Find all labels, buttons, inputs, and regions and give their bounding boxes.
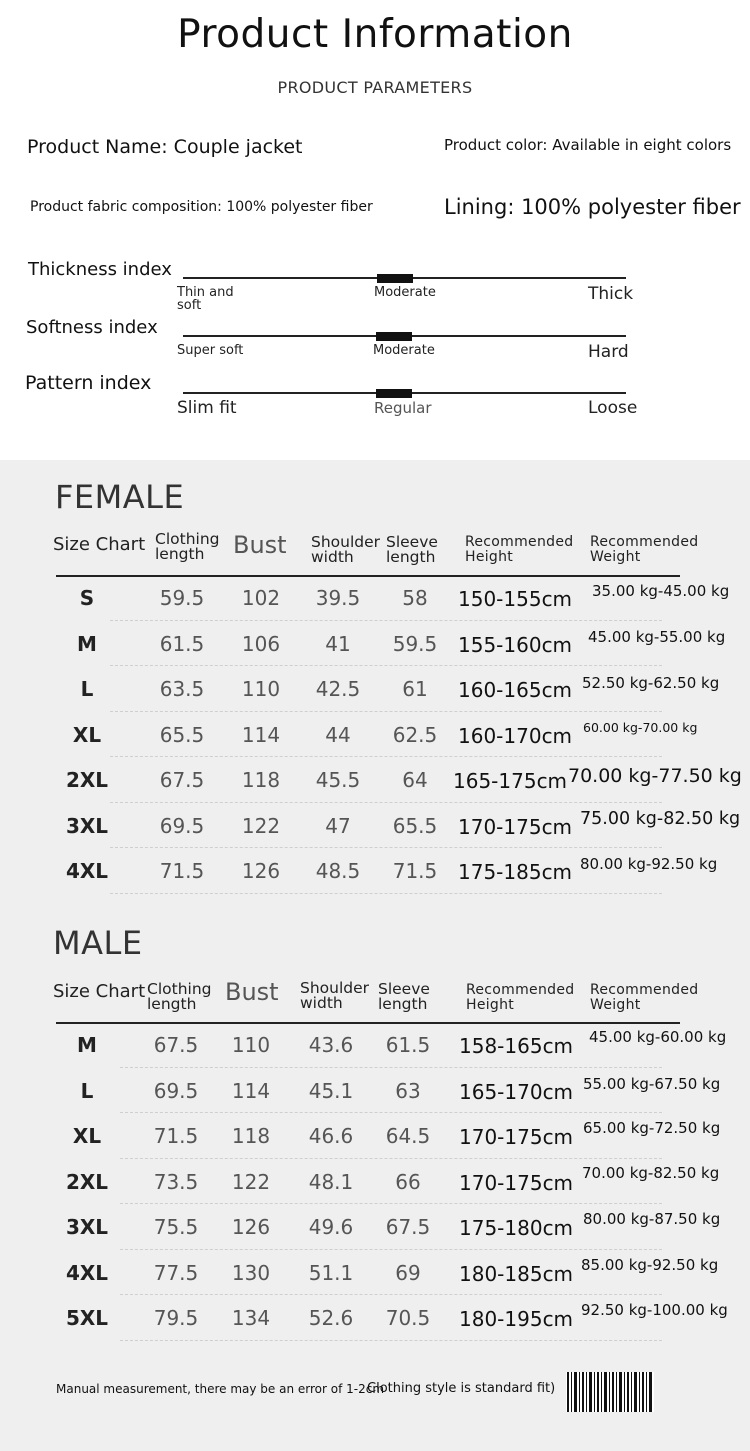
female-row-divider	[110, 893, 662, 894]
male-title: MALE	[53, 924, 143, 962]
product-lining: Lining: 100% polyester fiber	[444, 195, 741, 219]
female-row-shoulder: 41	[325, 631, 351, 656]
male-row-weight: 92.50 kg-100.00 kg	[581, 1301, 728, 1319]
female-row-sleeve: 58	[402, 586, 428, 610]
female-row-weight: 70.00 kg-77.50 kg	[568, 765, 742, 787]
male-row-height: 170-175cm	[459, 1170, 574, 1195]
softness-right-label: Hard	[588, 342, 629, 362]
female-header-size: Size Chart	[53, 534, 146, 555]
female-row-weight: 75.00 kg-82.50 kg	[580, 808, 741, 829]
softness-marker	[376, 332, 412, 341]
male-row-sleeve: 66	[395, 1169, 421, 1194]
female-row-bust: 102	[241, 586, 281, 610]
male-row-height: 175-180cm	[459, 1216, 574, 1240]
male-row-size: 3XL	[65, 1215, 109, 1239]
female-row-height: 175-185cm	[458, 860, 573, 884]
female-row-sleeve: 59.5	[392, 631, 438, 656]
page-subtitle: PRODUCT PARAMETERS	[277, 78, 473, 97]
female-title: FEMALE	[55, 478, 185, 516]
male-row-shoulder: 51.1	[308, 1260, 354, 1285]
measurement-note: Manual measurement, there may be an error of 1-2cm	[56, 1382, 385, 1396]
softness-index-label: Softness index	[26, 317, 158, 338]
female-row-height: 150-155cm	[458, 587, 573, 611]
female-row-divider	[110, 847, 662, 848]
softness-mid-label: Moderate	[373, 343, 435, 358]
female-row-size: 4XL	[65, 859, 109, 883]
thickness-right-label: Thick	[588, 284, 634, 304]
female-row-bust: 118	[241, 768, 281, 792]
male-row-size: M	[77, 1033, 97, 1057]
male-row-divider	[120, 1158, 662, 1159]
female-row-bust: 114	[241, 722, 281, 747]
pattern-index-label: Pattern index	[25, 372, 152, 394]
female-row-height: 160-165cm	[458, 678, 573, 702]
female-row-bust: 126	[241, 859, 281, 883]
female-row-divider	[110, 620, 662, 621]
male-row-sleeve: 61.5	[385, 1033, 431, 1057]
female-row-weight: 60.00 kg-70.00 kg	[583, 719, 698, 735]
softness-left-label: Super soft	[177, 343, 244, 358]
male-row-sleeve: 70.5	[385, 1306, 431, 1330]
female-row-size: XL	[72, 722, 102, 747]
male-row-size: 2XL	[65, 1169, 109, 1194]
male-row-shoulder: 45.1	[308, 1078, 354, 1103]
male-row-size: 5XL	[65, 1306, 109, 1330]
female-row-divider	[110, 665, 662, 666]
male-row-weight: 80.00 kg-87.50 kg	[583, 1210, 721, 1228]
male-row-shoulder: 49.6	[308, 1215, 354, 1239]
female-row-length: 59.5	[159, 586, 205, 610]
female-row-length: 67.5	[159, 768, 205, 792]
male-row-divider	[120, 1112, 662, 1113]
female-row-weight: 45.00 kg-55.00 kg	[588, 627, 726, 646]
male-row-size: 4XL	[65, 1260, 109, 1285]
thickness-index-label: Thickness index	[28, 259, 172, 280]
female-header-bust: Bust	[233, 531, 287, 559]
female-row-height: 160-170cm	[458, 723, 573, 748]
female-header-length: Clothing length	[155, 530, 220, 563]
female-row-sleeve: 65.5	[392, 813, 438, 838]
female-row-sleeve: 62.5	[392, 722, 438, 747]
female-row-divider	[110, 756, 662, 757]
female-header-rule	[56, 575, 680, 577]
male-row-bust: 122	[231, 1169, 271, 1194]
male-row-divider	[120, 1203, 662, 1204]
female-row-length: 69.5	[159, 813, 205, 838]
female-row-sleeve: 61	[402, 677, 428, 701]
female-row-height: 155-160cm	[458, 632, 573, 657]
male-header-rule	[56, 1022, 680, 1024]
thickness-mid-label: Moderate	[374, 285, 436, 300]
female-row-shoulder: 45.5	[315, 768, 361, 792]
male-row-bust: 110	[231, 1033, 271, 1057]
female-row-size: 3XL	[65, 813, 109, 838]
male-row-weight: 65.00 kg-72.50 kg	[583, 1119, 721, 1137]
female-row-height: 165-175cm	[453, 769, 568, 793]
thickness-left-label: Thin and soft	[177, 285, 234, 313]
female-header-shoulder: Shoulder width	[311, 533, 381, 566]
male-header-weight: Recommended Weight	[590, 982, 699, 1013]
female-header-sleeve: Sleeve length	[386, 533, 438, 566]
female-row-shoulder: 48.5	[315, 859, 361, 883]
female-header-height: Recommended Height	[465, 534, 574, 565]
male-row-weight: 70.00 kg-82.50 kg	[582, 1163, 720, 1182]
male-row-bust: 114	[231, 1078, 271, 1103]
male-header-height: Recommended Height	[466, 982, 575, 1013]
female-row-weight: 80.00 kg-92.50 kg	[580, 855, 718, 873]
thickness-marker	[377, 274, 413, 283]
pattern-marker	[376, 389, 412, 398]
male-row-sleeve: 63	[395, 1078, 421, 1103]
female-row-weight: 35.00 kg-45.00 kg	[592, 582, 730, 600]
male-row-height: 180-195cm	[459, 1307, 574, 1331]
pattern-right-label: Loose	[588, 398, 638, 418]
male-row-height: 180-185cm	[459, 1261, 574, 1286]
female-row-height: 170-175cm	[458, 814, 573, 839]
product-fabric: Product fabric composition: 100% polyester fiber	[30, 199, 373, 215]
male-header-bust: Bust	[225, 978, 279, 1006]
female-row-length: 65.5	[159, 722, 205, 747]
male-row-weight: 45.00 kg-60.00 kg	[589, 1028, 727, 1046]
male-row-size: XL	[72, 1124, 102, 1148]
female-header-weight: Recommended Weight	[590, 534, 699, 565]
pattern-mid-label: Regular	[374, 399, 432, 417]
female-row-shoulder: 42.5	[315, 677, 361, 701]
male-row-length: 77.5	[153, 1260, 199, 1285]
male-row-bust: 126	[231, 1215, 271, 1239]
male-row-sleeve: 64.5	[385, 1124, 431, 1148]
male-row-height: 158-165cm	[459, 1034, 574, 1058]
male-row-divider	[120, 1294, 662, 1295]
barcode-icon	[566, 1372, 654, 1412]
product-color: Product color: Available in eight colors	[444, 136, 732, 154]
male-row-weight: 85.00 kg-92.50 kg	[581, 1255, 719, 1274]
female-row-size: M	[77, 631, 97, 656]
male-row-shoulder: 43.6	[308, 1033, 354, 1057]
male-row-length: 71.5	[153, 1124, 199, 1148]
female-row-divider	[110, 802, 662, 803]
page-title: Product Information	[177, 12, 573, 57]
female-row-shoulder: 44	[325, 722, 351, 747]
female-row-bust: 106	[241, 631, 281, 656]
female-row-sleeve: 64	[402, 768, 428, 792]
male-row-height: 165-170cm	[459, 1079, 574, 1104]
male-header-size: Size Chart	[53, 981, 146, 1002]
male-row-height: 170-175cm	[459, 1125, 574, 1149]
male-row-divider	[120, 1249, 662, 1250]
female-row-weight: 52.50 kg-62.50 kg	[582, 674, 720, 692]
female-row-size: L	[80, 677, 94, 701]
male-row-length: 67.5	[153, 1033, 199, 1057]
male-row-bust: 130	[231, 1260, 271, 1285]
female-row-size: S	[79, 586, 95, 610]
male-row-divider	[120, 1340, 662, 1341]
female-row-length: 63.5	[159, 677, 205, 701]
male-row-length: 73.5	[153, 1169, 199, 1194]
male-row-shoulder: 46.6	[308, 1124, 354, 1148]
male-row-shoulder: 48.1	[308, 1169, 354, 1194]
female-row-divider	[110, 711, 662, 712]
female-row-shoulder: 47	[325, 813, 351, 838]
male-row-length: 69.5	[153, 1078, 199, 1103]
male-row-sleeve: 69	[395, 1260, 421, 1285]
male-row-divider	[120, 1067, 662, 1068]
pattern-left-label: Slim fit	[177, 398, 237, 418]
male-row-shoulder: 52.6	[308, 1306, 354, 1330]
male-row-bust: 134	[231, 1306, 271, 1330]
female-row-size: 2XL	[65, 768, 109, 792]
male-header-length: Clothing length	[147, 980, 212, 1013]
female-row-shoulder: 39.5	[315, 586, 361, 610]
male-row-size: L	[80, 1078, 94, 1103]
style-note: Clothing style is standard fit)	[367, 1381, 556, 1396]
male-header-shoulder: Shoulder width	[300, 979, 370, 1012]
female-row-length: 71.5	[159, 859, 205, 883]
female-row-length: 61.5	[159, 631, 205, 656]
female-row-bust: 122	[241, 813, 281, 838]
female-row-sleeve: 71.5	[392, 859, 438, 883]
male-row-bust: 118	[231, 1124, 271, 1148]
male-header-sleeve: Sleeve length	[378, 980, 430, 1013]
male-row-weight: 55.00 kg-67.50 kg	[583, 1074, 721, 1093]
product-name: Product Name: Couple jacket	[27, 136, 303, 158]
female-row-bust: 110	[241, 677, 281, 701]
male-row-length: 79.5	[153, 1306, 199, 1330]
male-row-length: 75.5	[153, 1215, 199, 1239]
male-row-sleeve: 67.5	[385, 1215, 431, 1239]
